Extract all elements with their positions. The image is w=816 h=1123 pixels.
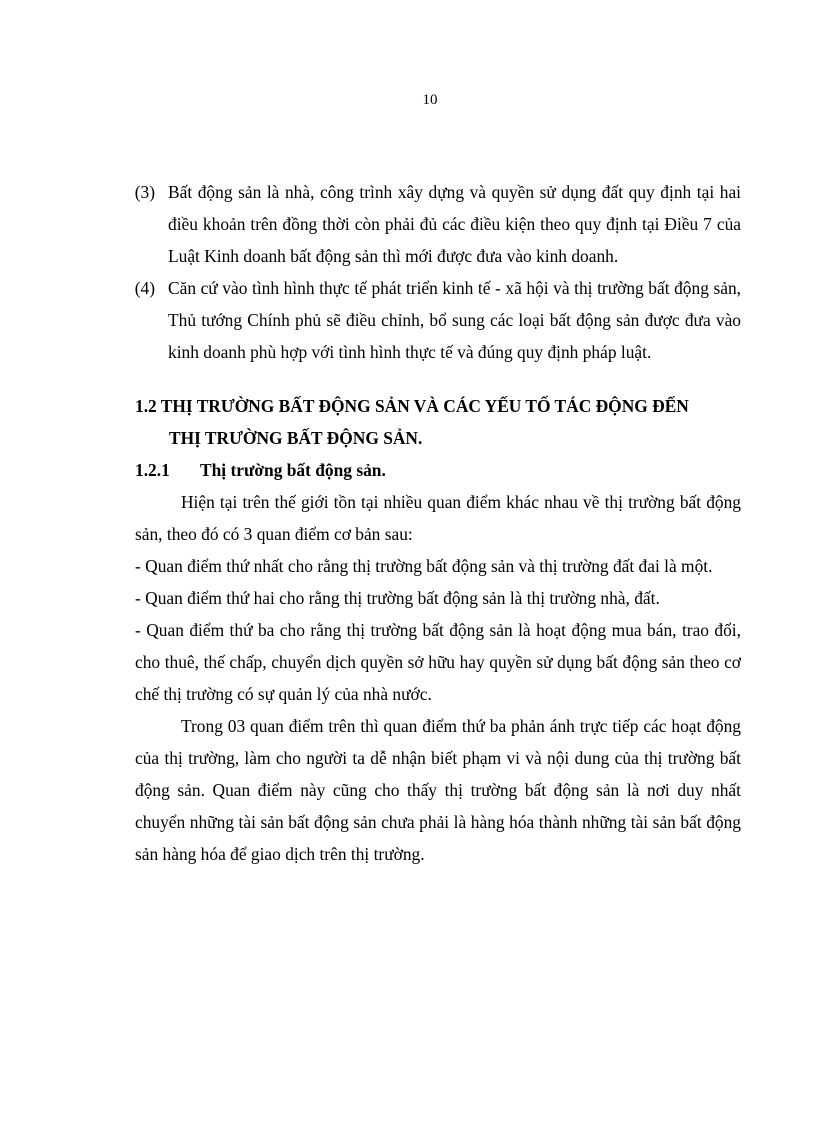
subsection-heading bbox=[135, 454, 741, 486]
enum-item-3 bbox=[135, 176, 741, 272]
subsection-title: Thị trường bất động sản. bbox=[200, 460, 386, 480]
enum-text: Căn cứ vào tình hình thực tế phát triển kinh tế - xã hội và thị trường bất động sản, Thủ tướng Chính phủ sẽ điều chỉnh, bổ sung các loại bất động sản được đưa vào kinh doanh phù hợp với tình hình thực tế và đúng quy định pháp luật. bbox=[168, 278, 741, 362]
view-2-paragraph: - Quan điểm thứ hai cho rằng thị trường bất động sản là thị trường nhà, đất. bbox=[135, 588, 660, 608]
intro-paragraph: Hiện tại trên thế giới tồn tại nhiều quan điểm khác nhau về thị trường bất động sản, theo đó có 3 quan điểm cơ bản sau: bbox=[135, 492, 741, 544]
view-1-paragraph: - Quan điểm thứ nhất cho rằng thị trường bất động sản và thị trường đất đai là một. bbox=[135, 556, 713, 576]
section-heading-line1: 1.2 THỊ TRƯỜNG BẤT ĐỘNG SẢN VÀ CÁC YẾU TỐ TÁC ĐỘNG ĐẾN bbox=[135, 396, 689, 416]
section-heading-line2: THỊ TRƯỜNG BẤT ĐỘNG SẢN. bbox=[169, 428, 423, 448]
enum-marker: (4) bbox=[134, 278, 155, 298]
section-heading bbox=[135, 390, 741, 454]
enum-marker: (3) bbox=[134, 182, 155, 202]
conclusion-paragraph: Trong 03 quan điểm trên thì quan điểm thứ ba phản ánh trực tiếp các hoạt động của thị trường, làm cho người ta dễ nhận biết phạm vi và nội dung của thị trường bất động sản. Quan điểm này cũng cho thấy thị trường bất động sản là nơi duy nhất chuyển những tài sản bất động sản chưa phải là hàng hóa thành những tài sản bất động sản hàng hóa để giao dịch trên thị trường. bbox=[135, 716, 741, 864]
page-number: 10 bbox=[422, 92, 438, 108]
enum-text: Bất động sản là nhà, công trình xây dựng và quyền sử dụng đất quy định tại hai điều khoản trên đồng thời còn phải đủ các điều kiện theo quy định tại Điều 7 của Luật Kinh doanh bất động sản thì mới được đưa vào kinh doanh. bbox=[168, 182, 741, 266]
enum-item-4 bbox=[135, 272, 741, 368]
view-3-paragraph: - Quan điểm thứ ba cho rằng thị trường bất động sản là hoạt động mua bán, trao đổi, cho thuê, thế chấp, chuyển dịch quyền sở hữu hay quyền sử dụng bất động sản theo cơ chế thị trường có sự quản lý của nhà nước. bbox=[135, 620, 741, 704]
subsection-number: 1.2.1 bbox=[135, 460, 170, 480]
document-body bbox=[135, 176, 741, 870]
